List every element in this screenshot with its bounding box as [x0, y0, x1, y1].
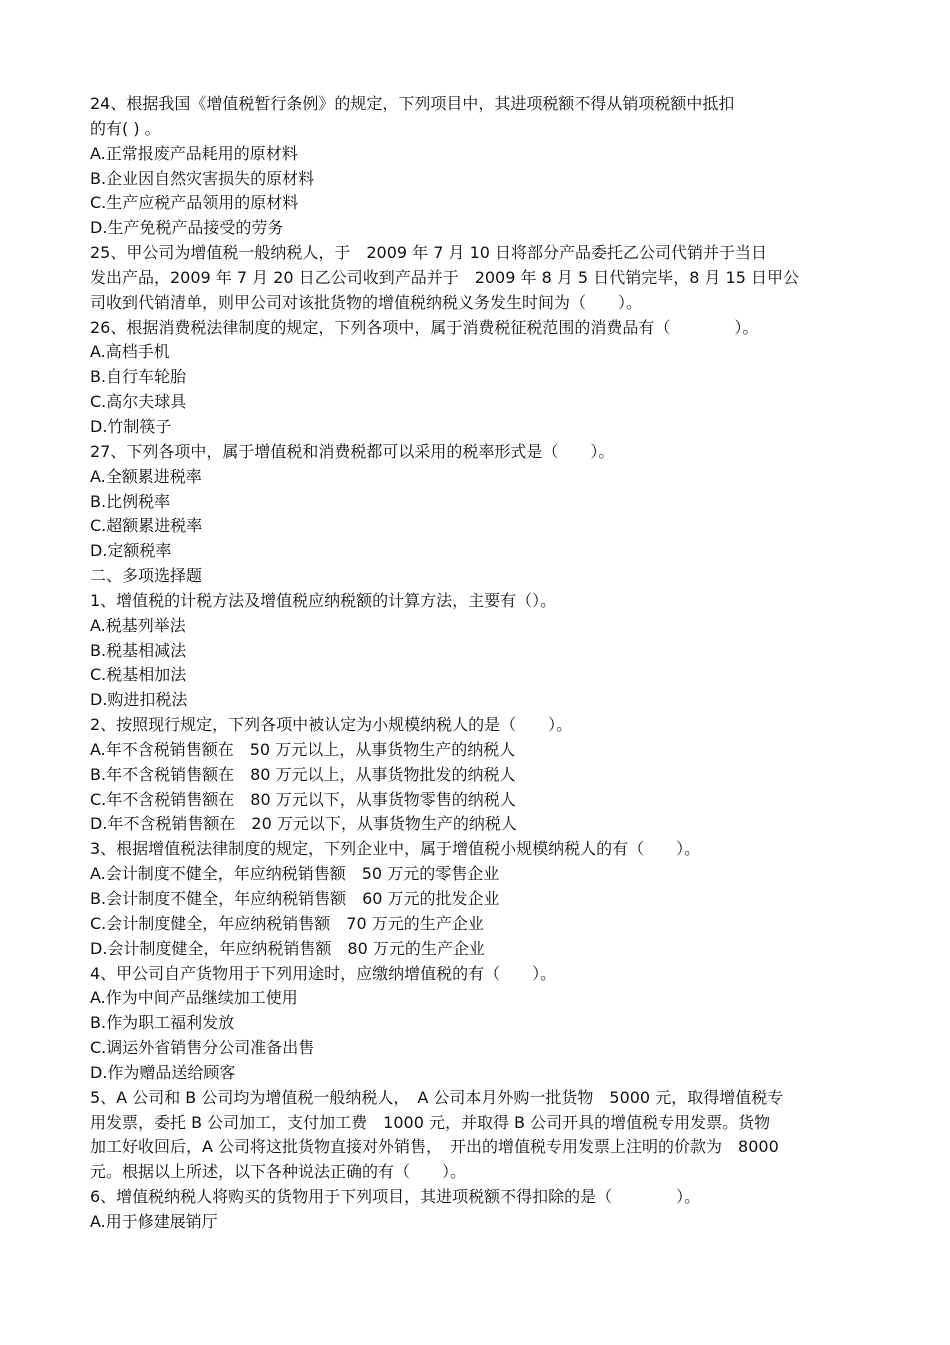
text-line: A.年不含税销售额在 50 万元以上，从事货物生产的纳税人 [90, 739, 516, 759]
text-line: D.竹制筷子 [90, 416, 172, 436]
text-line: C.会计制度健全，年应纳税销售额 70 万元的生产企业 [90, 913, 484, 933]
text-line: D.定额税率 [90, 541, 172, 561]
text-line: 5、A 公司和 B 公司均为增值税一般纳税人， A 公司本月外购一批货物 5000 元，取得增值税专 [90, 1087, 784, 1107]
text-line: C.税基相加法 [90, 665, 187, 685]
text-line: 27、下列各项中，属于增值税和消费税都可以采用的税率形式是（ ）。 [90, 441, 615, 461]
text-line: 二、多项选择题 [90, 566, 203, 586]
text-line: 发出产品，2009 年 7 月 20 日乙公司收到产品并于 2009 年 8 月 5 日代销完毕，8 月 15 日甲公 [90, 267, 799, 287]
text-line: C.高尔夫球具 [90, 392, 187, 412]
text-line: 元。根据以上所述，以下各种说法正确的有（ ）。 [90, 1162, 467, 1182]
text-line: A.正常报废产品耗用的原材料 [90, 143, 298, 163]
text-line: 25、甲公司为增值税一般纳税人，于 2009 年 7 月 10 日将部分产品委托乙公司代销并于当日 [90, 243, 768, 263]
text-line: A.作为中间产品继续加工使用 [90, 988, 298, 1008]
text-line: A.用于修建展销厅 [90, 1211, 218, 1231]
text-line: 的有( ) 。 [90, 118, 161, 138]
text-line: 2、按照现行规定，下列各项中被认定为小规模纳税人的是（ ）。 [90, 715, 573, 735]
text-line: A.全额累进税率 [90, 466, 202, 486]
text-line: 6、增值税纳税人将购买的货物用于下列项目，其进项税额不得扣除的是（ ）。 [90, 1187, 701, 1207]
text-line: 26、根据消费税法律制度的规定，下列各项中，属于消费税征税范围的消费品有（ ）。 [90, 317, 759, 337]
text-line: C.生产应税产品领用的原材料 [90, 193, 299, 213]
text-line: C.年不含税销售额在 80 万元以下，从事货物零售的纳税人 [90, 789, 516, 809]
text-line: 4、甲公司自产货物用于下列用途时，应缴纳增值税的有（ ）。 [90, 963, 557, 983]
text-line: D.生产免税产品接受的劳务 [90, 218, 284, 238]
document-body [90, 92, 865, 1235]
text-line: B.作为职工福利发放 [90, 1013, 235, 1033]
text-line: B.年不含税销售额在 80 万元以上，从事货物批发的纳税人 [90, 764, 516, 784]
text-line: D.年不含税销售额在 20 万元以下，从事货物生产的纳税人 [90, 814, 517, 834]
text-line: A.税基列举法 [90, 615, 186, 635]
text-line: 加工好收回后，A 公司将这批货物直接对外销售， 开出的增值税专用发票上注明的价款为 8000 [90, 1137, 779, 1157]
text-line: 司收到代销清单，则甲公司对该批货物的增值税纳税义务发生时间为（ ）。 [90, 292, 643, 312]
text-line: D.会计制度健全，年应纳税销售额 80 万元的生产企业 [90, 938, 485, 958]
text-line: 用发票，委托 B 公司加工，支付加工费 1000 元，并取得 B 公司开具的增值税专用发票。货物 [90, 1112, 771, 1132]
text-line: B.自行车轮胎 [90, 367, 187, 387]
text-line: 24、根据我国《增值税暂行条例》的规定，下列项目中，其进项税额不得从销项税额中抵扣 [90, 94, 735, 113]
text-line: A.会计制度不健全，年应纳税销售额 50 万元的零售企业 [90, 864, 500, 884]
text-line: B.比例税率 [90, 491, 171, 511]
text-line: C.调运外省销售分公司准备出售 [90, 1038, 315, 1058]
text-line: C.超额累进税率 [90, 516, 203, 536]
text-line: B.会计制度不健全，年应纳税销售额 60 万元的批发企业 [90, 889, 500, 908]
text-line: D.购进扣税法 [90, 690, 188, 710]
text-line: 1、增值税的计税方法及增值税应纳税额的计算方法，主要有（）。 [90, 590, 557, 610]
text-line: A.高档手机 [90, 342, 170, 362]
text-line: D.作为赠品送给顾客 [90, 1062, 236, 1082]
text-line: B.税基相减法 [90, 640, 187, 660]
text-line: B.企业因自然灾害损失的原材料 [90, 168, 315, 188]
text-line: 3、根据增值税法律制度的规定，下列企业中，属于增值税小规模纳税人的有（ ）。 [90, 839, 701, 859]
